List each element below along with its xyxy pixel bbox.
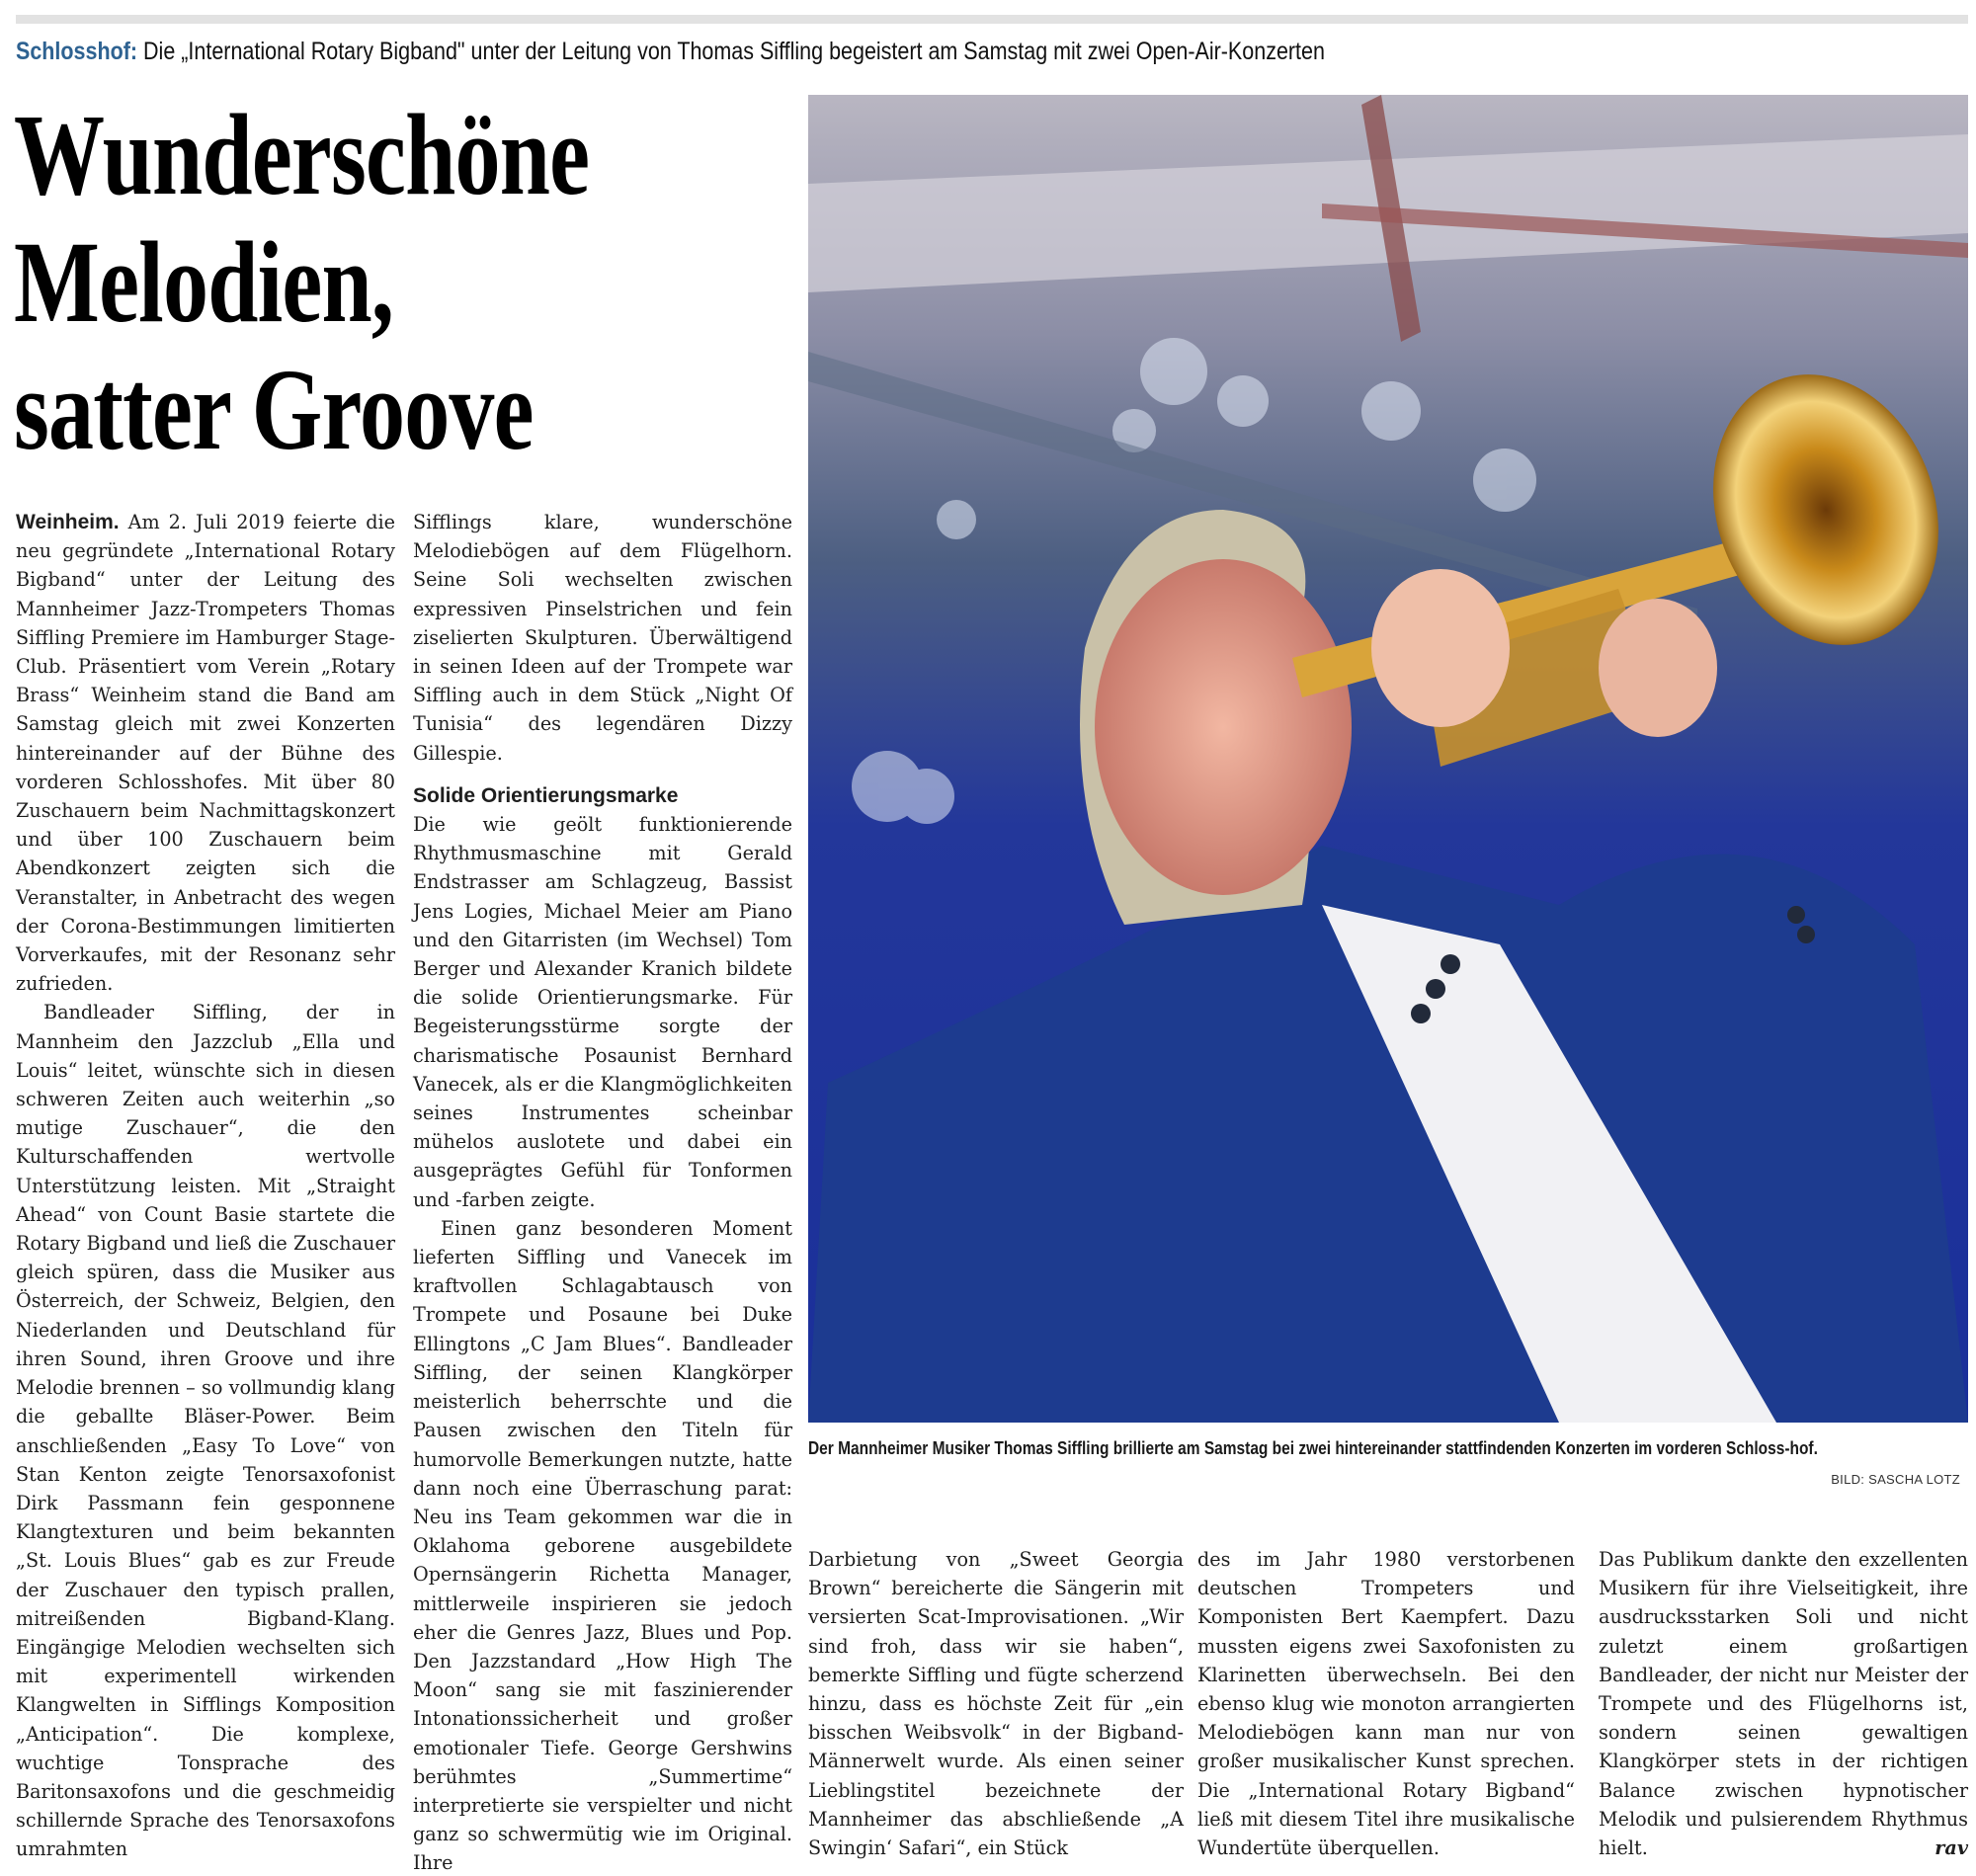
article-column-1 [16,508,395,1864]
caption-text: Der Mannheimer Musiker Thomas Siffling brillierte am Samstag bei zwei hintereinander stattfindenden Konzerten im vorderen Schloss-hof. [808,1438,1818,1458]
article-column-4 [1197,1545,1575,1862]
paragraph-8 [1599,1545,1968,1862]
paragraph-7: des im Jahr 1980 verstorbenen deutschen Trompeters und Komponisten Bert Kaempfert. Dazu mussten eigens zwei Saxofonisten zu Klarinetten überwechseln. Bei den ebenso klug wie monoton arrangierten Melodiebögen kann man nur von großer musikalischer Kunst sprechen. Die „International Rotary Bigband“ ließ mit diesem Titel ihre musikalische Wundertüte überquellen. [1197,1548,1575,1860]
headline-line-1: Wunderschöne [14,90,590,219]
headline-line-3: satter Groove [14,345,534,474]
paragraph-6: Darbietung von „Sweet Georgia Brown“ bereicherte die Sängerin mit versierten Scat-Improvisationen. „Wir sind froh, dass wir sie haben“, bemerkte Siffling und fügte scherzend hinzu, dass es höchste Zeit für „ein bisschen Weibsvolk“ in der Bigband-Männerwelt wurde. Als einen seiner Lieblingstitel bezeichnete der Mannheimer das abschließende „A Swingin‘ Safari“, ein Stück [808,1548,1184,1860]
kicker-label: Schlosshof: [16,38,138,65]
headline-line-2: Melodien, [14,217,394,347]
paragraph-1 [16,508,395,998]
article-column-5 [1599,1545,1968,1862]
headline [14,91,792,473]
article-column-2 [413,508,792,1876]
kicker-line [16,36,1694,67]
author-byline: rav [1935,1836,1968,1860]
subheading: Solide Orientierungsmarke [413,783,679,807]
paragraph-2: Bandleader Siffling, der in Mannheim den Jazzclub „Ella und Louis“ leitet, wünschte sich in diesen schweren Zeiten auch weiterhin „so mutige Zuschauer“, die den Kulturschaffenden wertvolle Unterstützung leisten. Mit „Straight Ahead“ von Count Basie startete die Rotary Bigband und ließ die Zuschauer gleich spüren, dass die Musiker aus Österreich, der Schweiz, Belgien, den Niederlanden und Deutschland für ihren Sound, ihren Groove und ihre Melodie brennen – so vollmundig klang die geballte Bläser-Power. Beim anschließenden „Easy To Love“ von Stan Kenton zeigte Tenorsaxofonist Dirk Passmann fein gesponnene Klangtexturen und beim bekannten „St. Louis Blues“ gab es zur Freude der Zuschauer den typisch prallen, mitreißenden Bigband-Klang. Eingängige Melodien wechselten sich mit experimentell wirkenden Klangwelten in Sifflings Komposition „Anticipation“. Die komplexe, wuchtige Tonsprache des Baritonsaxofons und die geschmeidig schillernde Sprache des Tenorsaxofons umrahmten [16,1001,395,1861]
kicker-text: Die „International Rotary Bigband" unter der Leitung von Thomas Siffling begeistert am Samstag mit zwei Open-Air-Konzerten [143,38,1325,65]
face-shape [1095,559,1352,895]
photo-credit: BILD: SASCHA LOTZ [1831,1472,1960,1487]
paragraph-4: Die wie geölt funktionierende Rhythmusmaschine mit Gerald Endstrasser am Schlagzeug, Bassist Jens Logies, Michael Meier am Piano und den Gitarristen (im Wechsel) Tom Berger und Alexander Kranich bildete die solide Orientierungsmarke. Für Begeisterungsstürme sorgte der charismatische Posaunist Bernhard Vanecek, als er die Klangmöglichkeiten seines Instrumentes scheinbar mühelos auslotete und dabei ein ausgeprägtes Gefühl für Tonformen und -farben zeigte. [413,813,792,1211]
paragraph-3: Sifflings klare, wunderschöne Melodiebögen auf dem Flügelhorn. Seine Soli wechselten zwischen expressiven Pinselstrichen und fein ziselierten Skulpturen. Überwältigend in seinen Ideen auf der Trompete war Siffling auch in dem Stück „Night Of Tunisia“ des legendären Dizzy Gillespie. [413,511,792,765]
photo-caption [808,1434,1968,1487]
article-column-3 [808,1545,1184,1862]
dateline: Weinheim. [16,511,120,533]
paragraph-8-text: Das Publikum dankte den exzellenten Musikern für ihre Vielseitigkeit, ihre ausdrucksstarken Soli und nicht zuletzt einem großartigen Bandleader, der nicht nur Meister der Trompete und des Flügelhorns ist, sondern seinen gewaltigen Klangkörper stets in der richtigen Balance zwischen hypnotischer Melodik und pulsierendem Rhythmus hielt. [1599,1548,1968,1860]
top-rule [16,15,1968,24]
article-photo [808,95,1968,1423]
paragraph-5: Einen ganz besonderen Moment lieferten Siffling und Vanecek im kraftvollen Schlagabtausch von Trompete und Posaune bei Duke Ellingtons „C Jam Blues“. Bandleader Siffling, der seinen Klangkörper meisterlich beherrschte und die Pausen zwischen den Titeln für humorvolle Bemerkungen nutzte, hatte dann noch eine Überraschung parat: Neu ins Team gekommen war die in Oklahoma geborene ausgebildete Opernsängerin Richetta Manager, mittlerweile inspirieren sie jedoch eher die Genres Jazz, Blues und Pop. Den Jazzstandard „How High The Moon“ sang sie mit faszinierender Intonationssicherheit und großer emotionaler Tiefe. George Gershwins berühmtes „Summertime“ interpretierte sie verspielter und nicht ganz so schwermütig wie im Original. Ihre [413,1216,792,1875]
trumpet-player-photo [808,95,1968,1423]
paragraph-1-text: Am 2. Juli 2019 feierte die neu gegründete „International Rotary Bigband“ unter der Leitung des Mannheimer Jazz-Trompeters Thomas Siffling Premiere im Hamburger Stage-Club. Präsentiert vom Verein „Rotary Brass“ Weinheim stand die Band am Samstag gleich mit zwei Konzerten hintereinander auf der Bühne des vorderen Schlosshofes. Mit über 80 Zuschauern beim Nachmittagskonzert und über 100 Zuschauern beim Abendkonzert zeigten sich die Veranstalter, in Anbetracht des wegen der Corona-Bestimmungen limitierten Vorverkaufes, mit der Resonanz sehr zufrieden. [16,511,395,996]
